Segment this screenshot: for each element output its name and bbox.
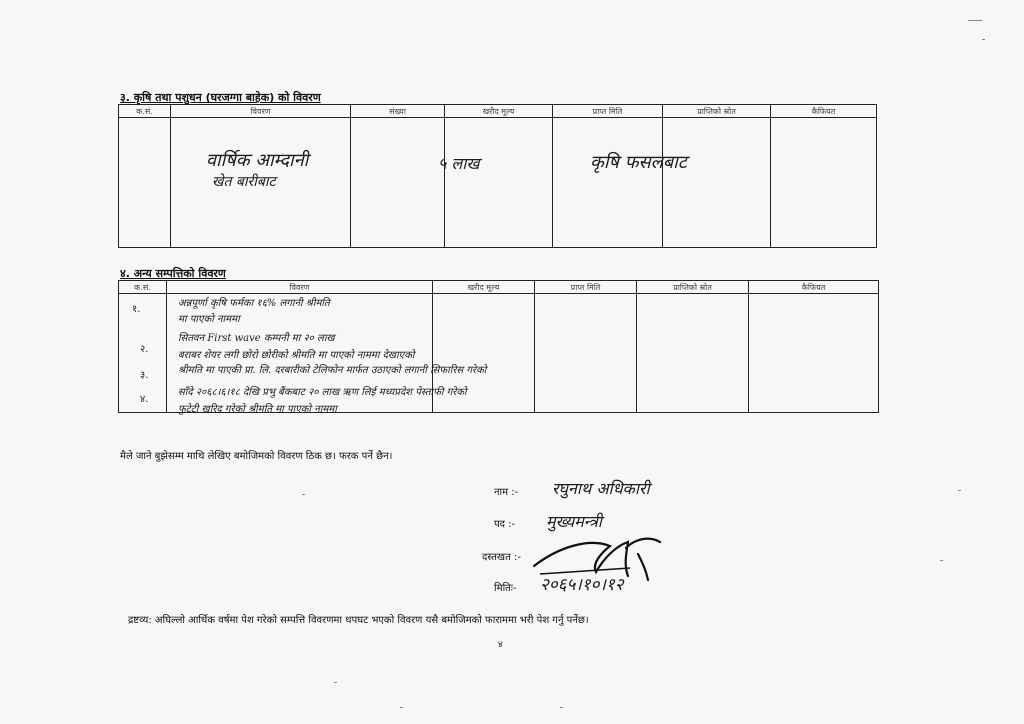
s3-description-line1: वार्षिक आम्दानी: [206, 150, 309, 171]
scan-speck: [968, 20, 982, 21]
s4-row4-line1: साँदे २०६८।६।१८ देखि प्रभु बैंकबाट २० लाख ऋण लिई मध्यप्रदेश पेस्ताफी गरेको: [178, 387, 467, 398]
s4-row1-line1: अन्नपूर्णा कृषि फर्मका १६% लगानी श्रीमति: [178, 298, 330, 309]
s4-row2-line2: बराबर शेयर लगी छोरो छोरीको श्रीमति मा पाएको नाममा देखाएको: [178, 350, 415, 361]
s3-description-line2: खेत बारीबाट: [212, 174, 276, 190]
scan-speck: [400, 707, 403, 708]
scan-speck: [982, 39, 985, 40]
s4-row3-line1: श्रीमति मा पाएकी प्रा. लि. दरबारीको टेलिफोन मार्फत उठाएको लगानी सिफारिस गरेको: [178, 365, 487, 376]
s4-row1-line2: मा पाएको नाममा: [178, 314, 240, 325]
s3-value: ५ लाख: [438, 154, 480, 173]
s3-source: कृषि फसलबाट: [590, 152, 687, 173]
section3-title: ३. कृषि तथा पशुधन (घरजग्गा बाहेक) को विवरण: [120, 91, 321, 104]
post-label: पद :-: [494, 519, 516, 530]
s4-row2-num: २.: [140, 344, 149, 355]
scan-speck: [560, 707, 563, 708]
scan-speck: [334, 682, 337, 683]
post-value: मुख्यमन्त्री: [546, 512, 602, 531]
s3-header-quantity: संख्या: [351, 105, 445, 118]
name-label: नाम :-: [494, 487, 519, 498]
declaration-text: मैले जाने बुझेसम्म माथि लेखिए बमोजिमको विवरण ठिक छ। फरक पर्ने छैन।: [120, 451, 393, 462]
scan-speck: [302, 494, 305, 495]
s4-row4-line2: फुटेटी खरिद गरेको श्रीमति मा पाएको नाममा: [178, 404, 337, 415]
s4-header-source: प्राप्तिको स्रोत: [637, 281, 749, 294]
s3-header-date: प्राप्त मिति: [553, 105, 663, 118]
s4-header-price: खरीद मूल्य: [433, 281, 535, 294]
s4-row3-num: ३.: [140, 370, 149, 381]
scan-speck: [940, 560, 943, 561]
date-value: २०६५।१०।१२: [540, 575, 624, 595]
s4-row4-num: ४.: [140, 394, 149, 405]
scan-speck: [958, 490, 961, 491]
signature-label: दस्तखत :-: [482, 552, 521, 563]
s4-header-date: प्राप्त मिति: [535, 281, 637, 294]
footnote-text: द्रष्टव्य: अघिल्लो आर्थिक वर्षमा पेश गरेको सम्पत्ति विवरणमा थपघट भएको विवरण यसै बमोजिमको फाराममा भरी पेश गर्नु पर्नेछ।: [128, 615, 589, 626]
name-value: रघुनाथ अधिकारी: [552, 479, 650, 498]
s4-row2-line1: सितवन First wave कम्पनी मा २० लाख: [178, 333, 335, 344]
s4-header-description: विवरण: [167, 281, 433, 294]
section4-title: ४. अन्य सम्पत्तिको विवरण: [120, 267, 226, 280]
page-number: ४: [498, 640, 503, 650]
s3-header-remarks: कैफियत: [771, 105, 877, 118]
s4-header-remarks: कैफियत: [749, 281, 879, 294]
date-label: मितिः-: [494, 583, 517, 594]
s3-header-source: प्राप्तिको स्रोत: [663, 105, 771, 118]
s3-header-sn: क.सं.: [119, 105, 171, 118]
s4-header-sn: क.सं.: [119, 281, 167, 294]
s3-header-description: विवरण: [171, 105, 351, 118]
s4-row1-num: १.: [132, 304, 141, 315]
s3-header-price: खरीद मूल्य: [445, 105, 553, 118]
